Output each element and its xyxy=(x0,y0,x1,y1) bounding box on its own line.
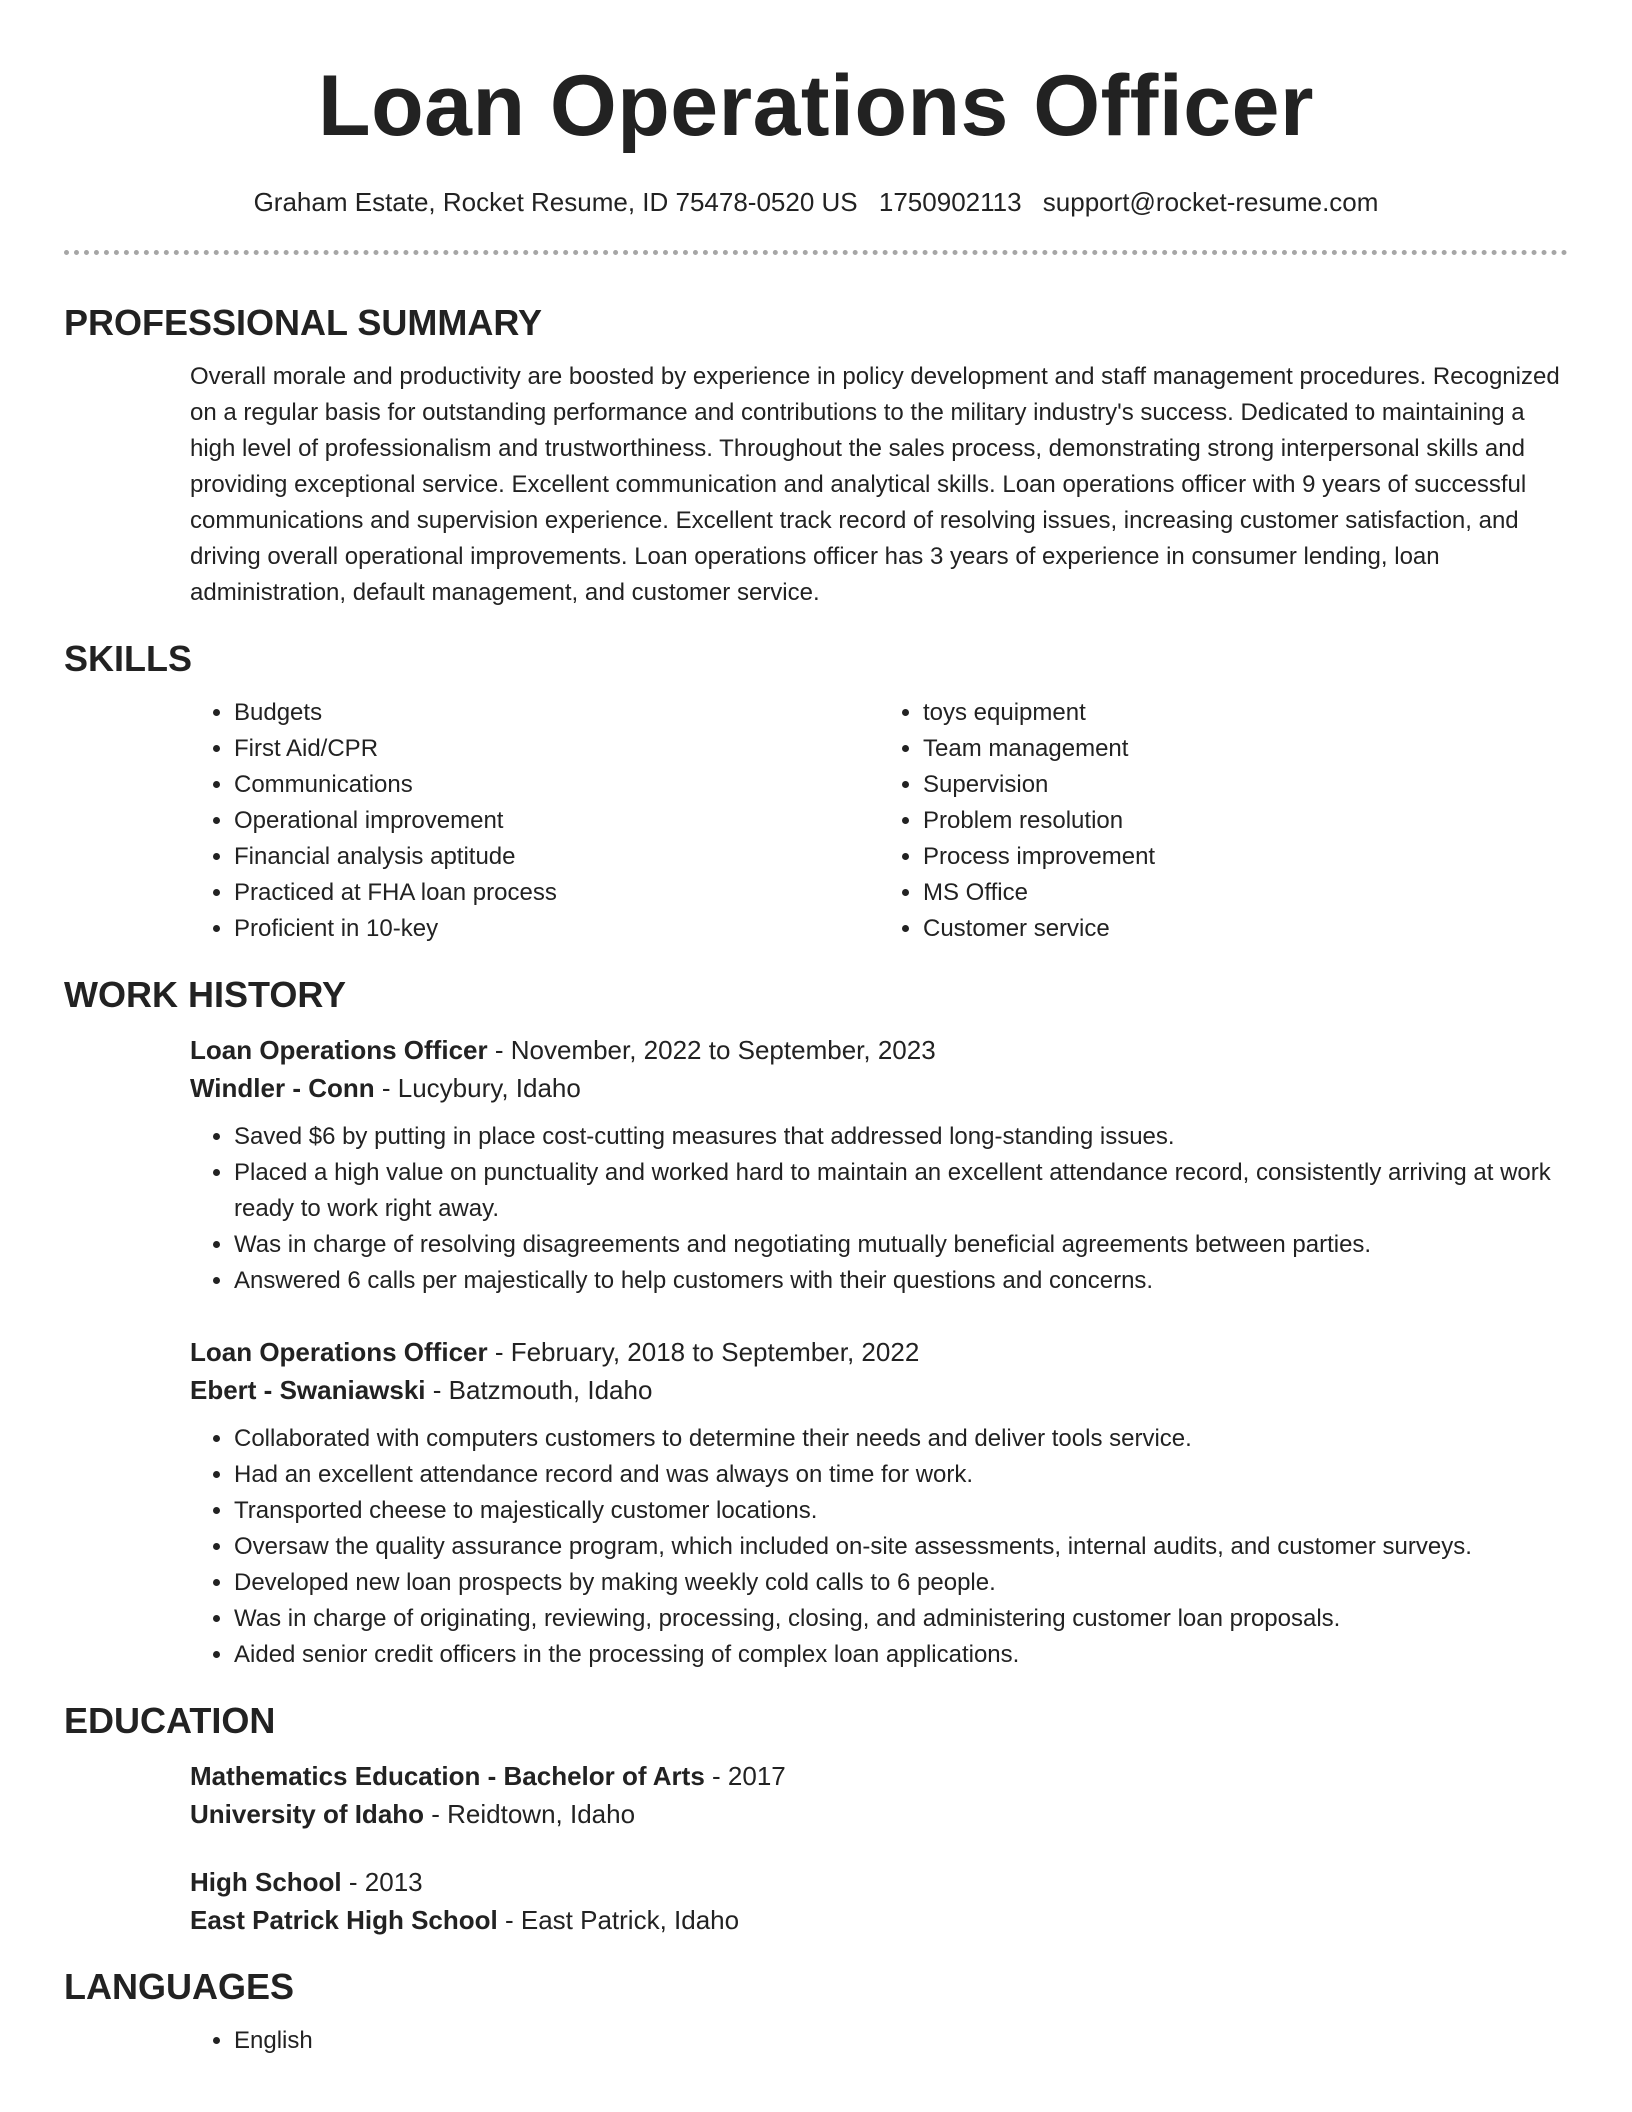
skill-item: • Process improvement xyxy=(923,839,1568,875)
header-divider xyxy=(64,250,1568,255)
job-company: Windler - Conn xyxy=(190,1073,375,1103)
job-location: - Lucybury, Idaho xyxy=(374,1073,581,1103)
skills-section xyxy=(190,695,1568,947)
job-role: Loan Operations Officer xyxy=(190,1035,488,1065)
skills-heading: SKILLS xyxy=(64,638,193,679)
job-bullet: • Collaborated with computers customers to determine their needs and deliver tools service. xyxy=(234,1421,1568,1457)
job-entry xyxy=(190,1333,1568,1673)
skill-item: • Communications xyxy=(234,767,879,803)
degree: Mathematics Education - Bachelor of Arts xyxy=(190,1761,705,1791)
job-company-line xyxy=(190,1069,1568,1107)
job-bullet: • Was in charge of originating, reviewing, processing, closing, and administering customer loan proposals. xyxy=(234,1601,1568,1637)
degree-year: - 2013 xyxy=(341,1867,423,1897)
job-entry xyxy=(190,1031,1568,1299)
job-title-line xyxy=(190,1031,1568,1069)
job-bullet: • Aided senior credit officers in the processing of complex loan applications. xyxy=(234,1637,1568,1673)
job-bullet: • Oversaw the quality assurance program, which included on-site assessments, internal audits, and customer surveys. xyxy=(234,1529,1568,1565)
skill-item: • MS Office xyxy=(923,875,1568,911)
job-company-line xyxy=(190,1371,1568,1409)
summary-section xyxy=(190,359,1568,611)
job-dates: - February, 2018 to September, 2022 xyxy=(487,1337,920,1367)
skill-item: • Practiced at FHA loan process xyxy=(234,875,879,911)
school-line xyxy=(190,1795,1568,1833)
degree: High School xyxy=(190,1867,342,1897)
job-bullets xyxy=(190,1421,1568,1673)
skills-list-right xyxy=(879,695,1568,947)
skill-item: • Budgets xyxy=(234,695,879,731)
skill-item: • Proficient in 10-key xyxy=(234,911,879,947)
job-bullet: • Was in charge of resolving disagreements and negotiating mutually beneficial agreements between parties. xyxy=(234,1227,1568,1263)
work-section xyxy=(190,1031,1568,1673)
contact-address: Graham Estate, Rocket Resume, ID 75478-0520 US xyxy=(253,187,858,217)
job-title-line xyxy=(190,1333,1568,1371)
summary-text: Overall morale and productivity are boosted by experience in policy development and staff management procedures. Recognized on a regular basis for outstanding performance and contributions to the military industry's success. Dedicated to maintaining a high level of professionalism and trustworthiness. Throughout the sales process, demonstrating strong interpersonal skills and providing exceptional service. Excellent communication and analytical skills. Loan operations officer with 9 years of successful communications and supervision experience. Excellent track record of resolving issues, increasing customer satisfaction, and driving overall operational improvements. Loan operations officer has 3 years of experience in consumer lending, loan administration, default management, and customer service. xyxy=(190,363,1560,606)
school: East Patrick High School xyxy=(190,1905,498,1935)
job-bullet: • Transported cheese to majestically customer locations. xyxy=(234,1493,1568,1529)
job-bullet: • Placed a high value on punctuality and worked hard to maintain an excellent attendance record, consistently arriving at work ready to work right away. xyxy=(234,1155,1568,1227)
contact-phone: 1750902113 xyxy=(878,187,1022,217)
education-heading: EDUCATION xyxy=(64,1700,276,1741)
job-bullet: • Answered 6 calls per majestically to help customers with their questions and concerns. xyxy=(234,1263,1568,1299)
skill-item: • Customer service xyxy=(923,911,1568,947)
contact-line xyxy=(64,184,1568,220)
skill-item: • Supervision xyxy=(923,767,1568,803)
job-bullet: • Had an excellent attendance record and was always on time for work. xyxy=(234,1457,1568,1493)
language-item: • English xyxy=(234,2023,1568,2059)
job-bullet: • Developed new loan prospects by making weekly cold calls to 6 people. xyxy=(234,1565,1568,1601)
skill-item: • First Aid/CPR xyxy=(234,731,879,767)
skill-item: • Problem resolution xyxy=(923,803,1568,839)
degree-year: - 2017 xyxy=(704,1761,786,1791)
resume-name: Loan Operations Officer xyxy=(318,58,1314,154)
job-company: Ebert - Swaniawski xyxy=(190,1375,426,1405)
degree-line xyxy=(190,1757,1568,1795)
skill-item: • Operational improvement xyxy=(234,803,879,839)
job-role: Loan Operations Officer xyxy=(190,1337,488,1367)
school-location: - East Patrick, Idaho xyxy=(497,1905,740,1935)
skill-item: • Team management xyxy=(923,731,1568,767)
education-entry xyxy=(190,1757,1568,1833)
work-heading: WORK HISTORY xyxy=(64,974,347,1015)
summary-heading: PROFESSIONAL SUMMARY xyxy=(64,302,543,343)
job-bullets xyxy=(190,1119,1568,1299)
skills-list-left xyxy=(190,695,879,947)
degree-line xyxy=(190,1863,1568,1901)
languages-heading: LANGUAGES xyxy=(64,1966,295,2007)
skill-item: • toys equipment xyxy=(923,695,1568,731)
contact-email: support@rocket-resume.com xyxy=(1042,187,1379,217)
education-section xyxy=(190,1757,1568,1939)
job-location: - Batzmouth, Idaho xyxy=(425,1375,653,1405)
school-line xyxy=(190,1901,1568,1939)
education-entry xyxy=(190,1863,1568,1939)
job-dates: - November, 2022 to September, 2023 xyxy=(487,1035,936,1065)
job-bullet: • Saved $6 by putting in place cost-cutting measures that addressed long-standing issues. xyxy=(234,1119,1568,1155)
school: University of Idaho xyxy=(190,1799,425,1829)
languages-list xyxy=(190,2023,1568,2059)
skill-item: • Financial analysis aptitude xyxy=(234,839,879,875)
languages-section xyxy=(190,2023,1568,2059)
school-location: - Reidtown, Idaho xyxy=(424,1799,636,1829)
